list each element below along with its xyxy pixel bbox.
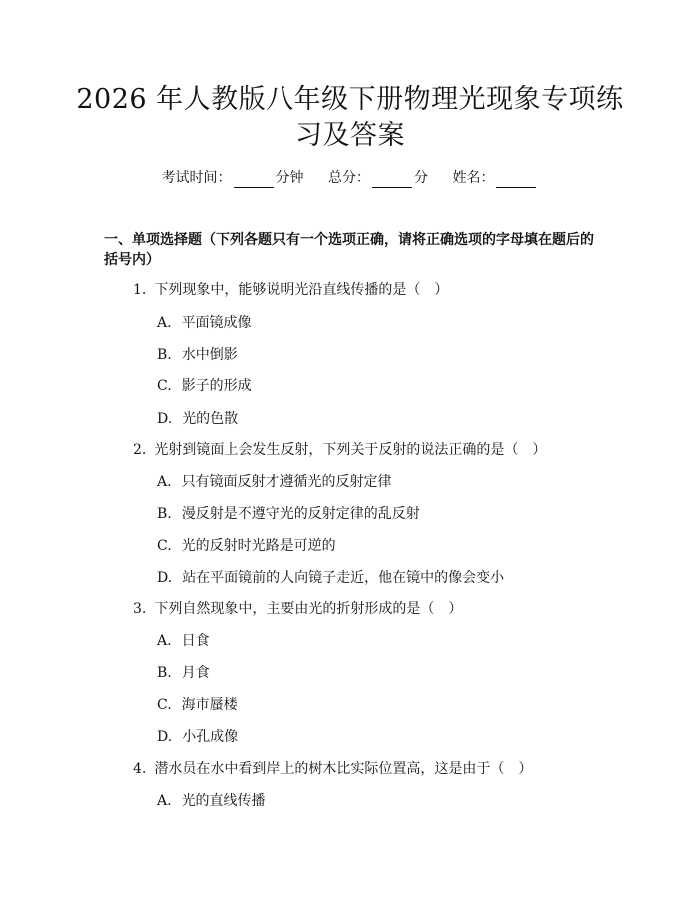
option-2-a[interactable] [157,472,392,492]
name-blank[interactable] [496,172,536,188]
option-letter: B. [157,506,172,522]
option-letter: C. [157,378,172,394]
option-text: 漫反射是不遵守光的反射定律的乱反射 [181,506,420,522]
option-3-d[interactable] [157,727,238,747]
score-unit: 分 [414,170,428,186]
section-heading-line-2: 括号内） [104,252,160,268]
option-3-c[interactable] [157,695,238,715]
option-3-b[interactable] [157,663,210,683]
option-text: 水中倒影 [181,347,238,363]
option-text: 影子的形成 [181,378,252,394]
option-1-c[interactable] [157,376,252,396]
option-2-b[interactable] [157,504,420,524]
question-2 [133,440,546,460]
time-blank[interactable] [234,172,274,188]
page-title-line-1: 2026 年人教版八年级下册物理光现象专项练 [76,84,624,115]
option-letter: A. [157,315,172,331]
option-3-a[interactable] [157,631,210,651]
option-letter: C. [157,538,172,554]
name-field [452,168,538,188]
question-text: 光射到镜面上会发生反射，下列关于反射的说法正确的是（ ） [154,442,547,458]
question-text: 潜水员在水中看到岸上的树木比实际位置高，这是由于（ ） [154,761,533,777]
option-text: 日食 [181,633,210,649]
option-1-d[interactable] [157,409,238,429]
exam-meta [0,168,700,188]
question-1 [133,280,448,300]
option-letter: A. [157,633,172,649]
option-letter: D. [157,570,173,586]
option-text: 光的反射时光路是可逆的 [181,538,336,554]
question-text: 下列自然现象中，主要由光的折射形成的是（ ） [154,601,463,617]
option-4-a[interactable] [157,791,266,811]
option-letter: B. [157,665,172,681]
question-number: 4. [133,761,147,777]
page-title-line-2: 习及答案 [295,120,405,151]
question-3 [133,599,462,619]
option-text: 海市蜃楼 [181,697,238,713]
time-label: 考试时间： [161,170,232,186]
option-1-b[interactable] [157,345,238,365]
option-letter: D. [157,729,173,745]
option-text: 小孔成像 [182,729,239,745]
option-2-d[interactable] [157,568,504,588]
option-text: 月食 [181,665,210,681]
score-label: 总分： [328,170,370,186]
option-2-c[interactable] [157,536,336,556]
question-number: 1. [133,282,147,298]
time-unit: 分钟 [275,170,304,186]
question-text: 下列现象中，能够说明光沿直线传播的是（ ） [154,282,449,298]
option-letter: A. [157,793,172,809]
name-label: 姓名： [452,170,495,186]
option-letter: A. [157,474,172,490]
time-field [162,168,304,188]
option-text: 只有镜面反射才遵循光的反射定律 [181,474,392,490]
option-text: 平面镜成像 [181,315,252,331]
question-number: 3. [133,601,147,617]
option-letter: C. [157,697,172,713]
option-text: 站在平面镜前的人向镜子走近，他在镜中的像会变小 [182,570,505,586]
option-1-a[interactable] [157,313,252,333]
option-letter: B. [157,347,172,363]
score-field [328,168,428,188]
option-letter: D. [157,411,173,427]
section-heading-line-1: 一、单项选择题（下列各题只有一个选项正确，请将正确选项的字母填在题后的 [104,232,594,248]
score-blank[interactable] [372,172,412,188]
option-text: 光的色散 [182,411,239,427]
question-4 [133,759,532,779]
option-text: 光的直线传播 [181,793,266,809]
question-number: 2. [133,442,147,458]
